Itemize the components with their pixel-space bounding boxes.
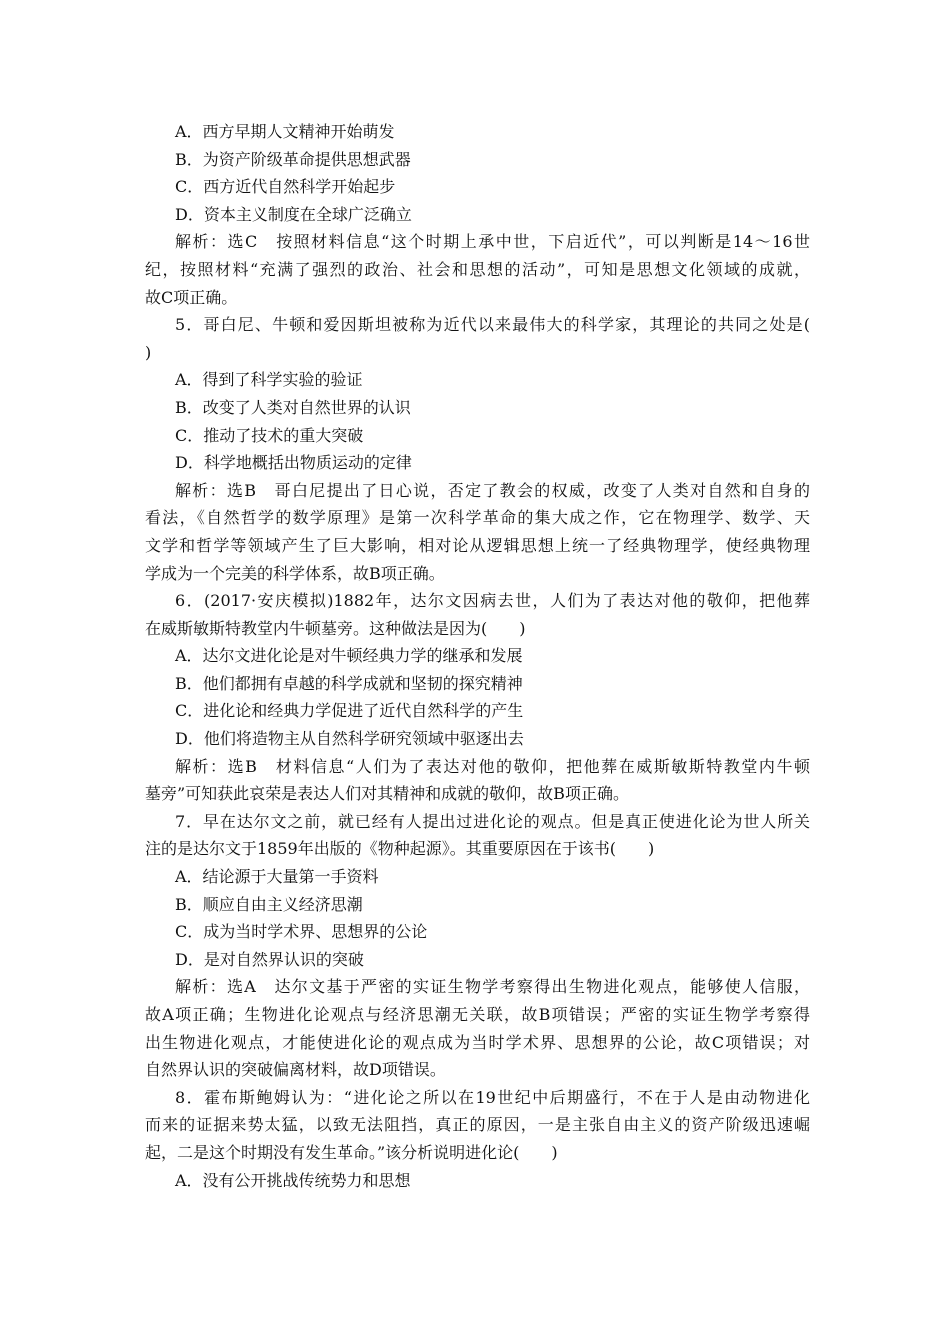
analysis-line: 故C项正确。 bbox=[145, 287, 238, 307]
analysis-line: 自然界认识的突破偏离材料，故D项错误。 bbox=[145, 1060, 446, 1080]
option-b: B．顺应自由主义经济思潮 bbox=[175, 894, 363, 914]
question-stem: 在威斯敏斯特教堂内牛顿墓旁。这种做法是因为( ) bbox=[145, 618, 526, 638]
analysis-line: 纪，按照材料“充满了强烈的政治、社会和思想的活动”，可知是思想文化领域的成就， bbox=[145, 259, 810, 279]
question-stem: ) bbox=[145, 342, 152, 362]
analysis-line: 出生物进化观点，才能使进化论的观点成为当时学术界、思想界的公论，故C项错误；对 bbox=[145, 1032, 810, 1052]
question-stem: 5．哥白尼、牛顿和爱因斯坦被称为近代以来最伟大的科学家，其理论的共同之处是( bbox=[175, 315, 810, 335]
option-d: D．科学地概括出物质运动的定律 bbox=[175, 453, 412, 473]
question-5 bbox=[145, 311, 810, 587]
analysis-line: 解析：选B 哥白尼提出了日心说，否定了教会的权威，改变了人类对自然和自身的 bbox=[175, 480, 810, 500]
option-b: B．他们都拥有卓越的科学成就和坚韧的探究精神 bbox=[175, 673, 523, 693]
analysis-line: 故A项正确；生物进化论观点与经济思潮无关联，故B项错误；严密的实证生物学考察得 bbox=[145, 1005, 810, 1024]
question-stem: 6．(2017·安庆模拟)1882年，达尔文因病去世，人们为了表达对他的敬仰，把他葬 bbox=[175, 591, 810, 611]
option-a: A．西方早期人文精神开始萌发 bbox=[175, 122, 395, 141]
option-a: A．得到了科学实验的验证 bbox=[175, 370, 363, 390]
option-d: D．是对自然界认识的突破 bbox=[175, 949, 364, 969]
option-d: D．他们将造物主从自然科学研究领域中驱逐出去 bbox=[175, 729, 524, 749]
option-b: B．改变了人类对自然世界的认识 bbox=[175, 397, 411, 417]
option-c: C．成为当时学术界、思想界的公论 bbox=[175, 922, 428, 942]
question-stem: 7．早在达尔文之前，就已经有人提出过进化论的观点。但是真正使进化论为世人所关 bbox=[175, 811, 810, 831]
option-a: A．达尔文进化论是对牛顿经典力学的继承和发展 bbox=[175, 646, 523, 666]
analysis-line: 学成为一个完美的科学体系，故B项正确。 bbox=[145, 563, 445, 583]
question-4 bbox=[145, 118, 810, 311]
option-c: C．西方近代自然科学开始起步 bbox=[175, 177, 396, 197]
question-7 bbox=[145, 808, 810, 1084]
analysis-line: 解析：选C 按照材料信息“这个时期上承中世，下启近代”，可以判断是14～16世 bbox=[175, 232, 810, 252]
analysis-line: 文学和哲学等领域产生了巨大影响，相对论从逻辑思想上统一了经典物理学，使经典物理 bbox=[145, 535, 810, 555]
analysis-line: 解析：选B 材料信息“人们为了表达对他的敬仰，把他葬在威斯敏斯特教堂内牛顿 bbox=[175, 756, 810, 776]
question-stem: 注的是达尔文于1859年出版的《物种起源》。其重要原因在于该书( ) bbox=[145, 839, 655, 859]
document-page bbox=[145, 118, 810, 1194]
analysis-line: 看法，《自然哲学的数学原理》是第一次科学革命的集大成之作，它在物理学、数学、天 bbox=[145, 508, 810, 528]
question-8 bbox=[145, 1084, 810, 1194]
question-6 bbox=[145, 587, 810, 808]
analysis-line: 解析：选A 达尔文基于严密的实证生物学考察得出生物进化观点，能够使人信服， bbox=[175, 977, 810, 997]
option-c: C．进化论和经典力学促进了近代自然科学的产生 bbox=[175, 701, 524, 721]
question-stem: 8．霍布斯鲍姆认为：“进化论之所以在19世纪中后期盛行，不在于人是由动物进化 bbox=[175, 1087, 810, 1107]
option-d: D．资本主义制度在全球广泛确立 bbox=[175, 204, 412, 224]
question-stem: 起，二是这个时期没有发生革命。”该分析说明进化论( ) bbox=[145, 1142, 558, 1162]
option-a: A．没有公开挑战传统势力和思想 bbox=[175, 1170, 411, 1190]
option-b: B．为资产阶级革命提供思想武器 bbox=[175, 149, 411, 169]
option-a: A．结论源于大量第一手资料 bbox=[175, 867, 379, 887]
analysis-line: 墓旁”可知获此哀荣是表达人们对其精神和成就的敬仰，故B项正确。 bbox=[145, 784, 629, 804]
option-c: C．推动了技术的重大突破 bbox=[175, 425, 364, 445]
question-stem: 而来的证据来势太猛，以致无法阻挡，真正的原因，一是主张自由主义的资产阶级迅速崛 bbox=[145, 1115, 810, 1135]
